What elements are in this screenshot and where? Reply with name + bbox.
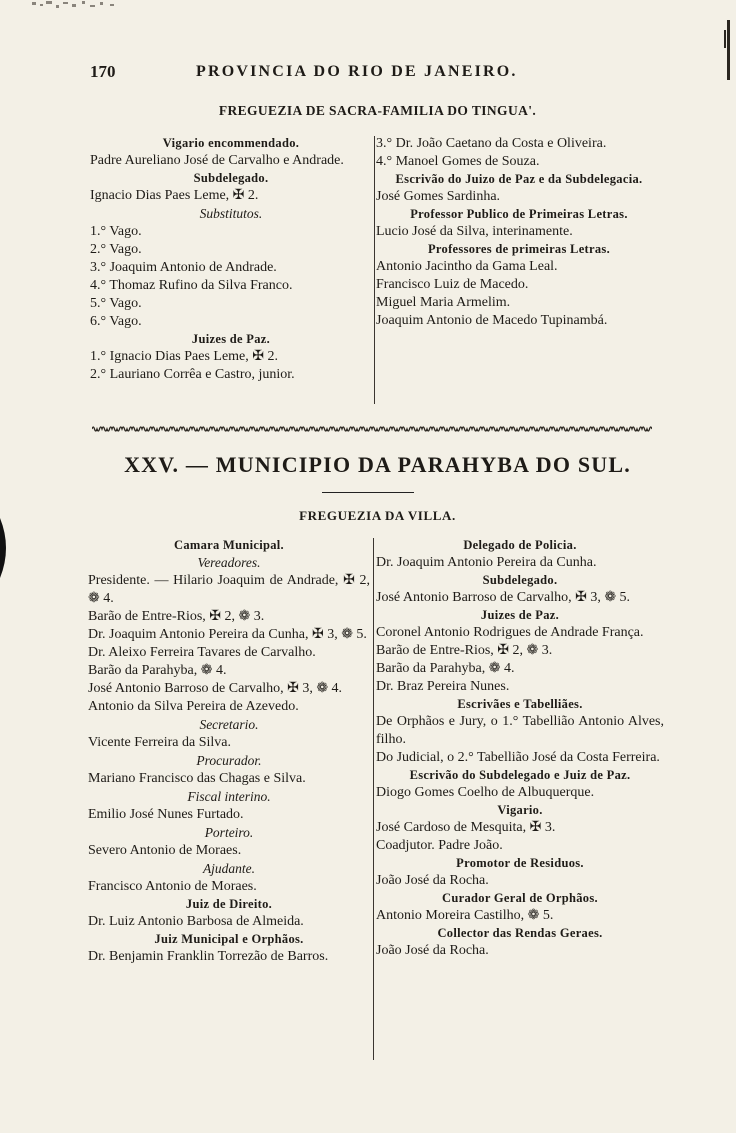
entry-heading: Juiz Municipal e Orphãos. [154,932,304,946]
entry-heading: Juizes de Paz. [191,332,271,346]
entry-heading: Escrivão do Subdelegado e Juiz de Paz. [409,768,631,782]
page-edge-mark [724,20,734,80]
entry-line: Francisco Luiz de Macedo. [376,277,529,292]
entry-line: Dr. Braz Pereira Nunes. [376,679,510,694]
entry-line: Dr. Luiz Antonio Barbosa de Almeida. [88,914,304,929]
entry-line: Coronel Antonio Rodrigues de Andrade França. [376,625,644,640]
entry-line: João José da Rocha. [376,943,489,958]
column-divider [374,136,375,404]
entry-line: Emilio José Nunes Furtado. [88,807,244,822]
entry-heading: Camara Municipal. [174,538,284,552]
entry-line: 4.° Thomaz Rufino da Silva Franco. [90,278,293,293]
entry-subheading: Procurador. [196,753,262,768]
entry-line: Presidente. — Hilario Joaquim de Andrade, ✠ 2, ❁ 4. [88,573,370,606]
section2-left-column [88,537,370,966]
entry-subheading: Vereadores. [197,555,261,570]
entry-subheading: Secretario. [199,717,259,732]
entry-heading: Subdelegado. [482,573,558,587]
column-divider [373,538,374,1060]
title-rule [322,492,414,493]
page-number: 170 [90,62,116,81]
entry-line: Dr. Joaquim Antonio Pereira da Cunha, ✠ 3, ❁ 5. [88,627,367,642]
entry-line: José Cardoso de Mesquita, ✠ 3. [376,820,556,835]
section1-left-column [90,135,372,384]
entry-line: Diogo Gomes Coelho de Albuquerque. [376,785,595,800]
entry-heading: Vigario. [497,803,543,817]
entry-line: Severo Antonio de Moraes. [88,843,242,858]
entry-line: Ignacio Dias Paes Leme, ✠ 2. [90,188,259,203]
entry-line: Vicente Ferreira da Silva. [88,735,231,750]
entry-line: Dr. Benjamin Franklin Torrezão de Barros. [88,949,329,964]
freguezia-subtitle: FREGUEZIA DA VILLA. [299,508,456,523]
entry-line: 3.° Dr. João Caetano da Costa e Oliveira. [376,136,607,151]
entry-line: 2.° Vago. [90,242,142,257]
entry-heading: Juizes de Paz. [480,608,560,622]
entry-line: Barão da Parahyba, ❁ 4. [88,663,227,678]
section2-right-column [376,537,664,960]
entry-subheading: Substitutos. [199,206,263,221]
entry-heading: Juiz de Direito. [185,897,273,911]
entry-line: Antonio Jacintho da Gama Leal. [376,259,558,274]
entry-line: Dr. Aleixo Ferreira Tavares de Carvalho. [88,645,316,660]
entry-heading: Professores de primeiras Letras. [427,242,610,256]
municipio-title: XXV. — MUNICIPIO DA PARAHYBA DO SUL. [124,452,631,477]
entry-heading: Curador Geral de Orphãos. [442,891,598,905]
wavy-separator [92,424,652,434]
entry-line: Mariano Francisco das Chagas e Silva. [88,771,306,786]
entry-line: 1.° Vago. [90,224,142,239]
entry-line: João José da Rocha. [376,873,489,888]
entry-line: Miguel Maria Armelim. [376,295,511,310]
entry-line: Barão da Parahyba, ❁ 4. [376,661,515,676]
entry-heading: Collector das Rendas Geraes. [437,926,603,940]
entry-heading: Vigario encommendado. [162,136,300,150]
entry-line: Dr. Joaquim Antonio Pereira da Cunha. [376,555,597,570]
entry-line: Coadjutor. Padre João. [376,838,503,853]
entry-line: Antonio Moreira Castilho, ❁ 5. [376,908,554,923]
entry-line: 1.° Ignacio Dias Paes Leme, ✠ 2. [90,349,279,364]
binding-shadow [0,518,14,578]
entry-line: José Antonio Barroso de Carvalho, ✠ 3, ❁ 4. [88,681,343,696]
entry-line: 6.° Vago. [90,314,142,329]
running-title: PROVINCIA DO RIO DE JANEIRO. [196,63,518,80]
entry-line: Antonio da Silva Pereira de Azevedo. [88,699,299,714]
section1-right-column [376,135,662,330]
entry-subheading: Porteiro. [204,825,254,840]
entry-line: 3.° Joaquim Antonio de Andrade. [90,260,277,275]
entry-line: 5.° Vago. [90,296,142,311]
entry-line: 4.° Manoel Gomes de Souza. [376,154,540,169]
entry-line: Padre Aureliano José de Carvalho e Andrade. [90,153,344,168]
entry-heading: Delegado de Policia. [463,538,577,552]
entry-heading: Professor Publico de Primeiras Letras. [410,207,628,221]
entry-heading: Promotor de Residuos. [456,856,584,870]
entry-line: Joaquim Antonio de Macedo Tupinambá. [376,313,608,328]
entry-heading: Subdelegado. [193,171,269,185]
entry-heading: Escrivães e Tabelliães. [457,697,583,711]
page-header [90,62,665,86]
entry-line: Barão de Entre-Rios, ✠ 2, ❁ 3. [376,643,553,658]
entry-heading: Escrivão do Juizo de Paz e da Subdelegacia. [395,172,643,186]
entry-line: Francisco Antonio de Moraes. [88,879,257,894]
entry-line: Barão de Entre-Rios, ✠ 2, ❁ 3. [88,609,265,624]
section-title-sacra-familia: FREGUEZIA DE SACRA-FAMILIA DO TINGUA'. [218,103,537,118]
entry-line: José Gomes Sardinha. [376,189,501,204]
entry-subheading: Ajudante. [202,861,256,876]
entry-line: De Orphãos e Jury, o 1.° Tabellião Antonio Alves, filho. [376,714,664,747]
scan-noise-marks [30,0,140,12]
entry-line: José Antonio Barroso de Carvalho, ✠ 3, ❁ 5. [376,590,631,605]
entry-line: Lucio José da Silva, interinamente. [376,224,573,239]
entry-line: 2.° Lauriano Corrêa e Castro, junior. [90,367,295,382]
entry-line: Do Judicial, o 2.° Tabellião José da Costa Ferreira. [376,750,660,765]
entry-subheading: Fiscal interino. [187,789,271,804]
